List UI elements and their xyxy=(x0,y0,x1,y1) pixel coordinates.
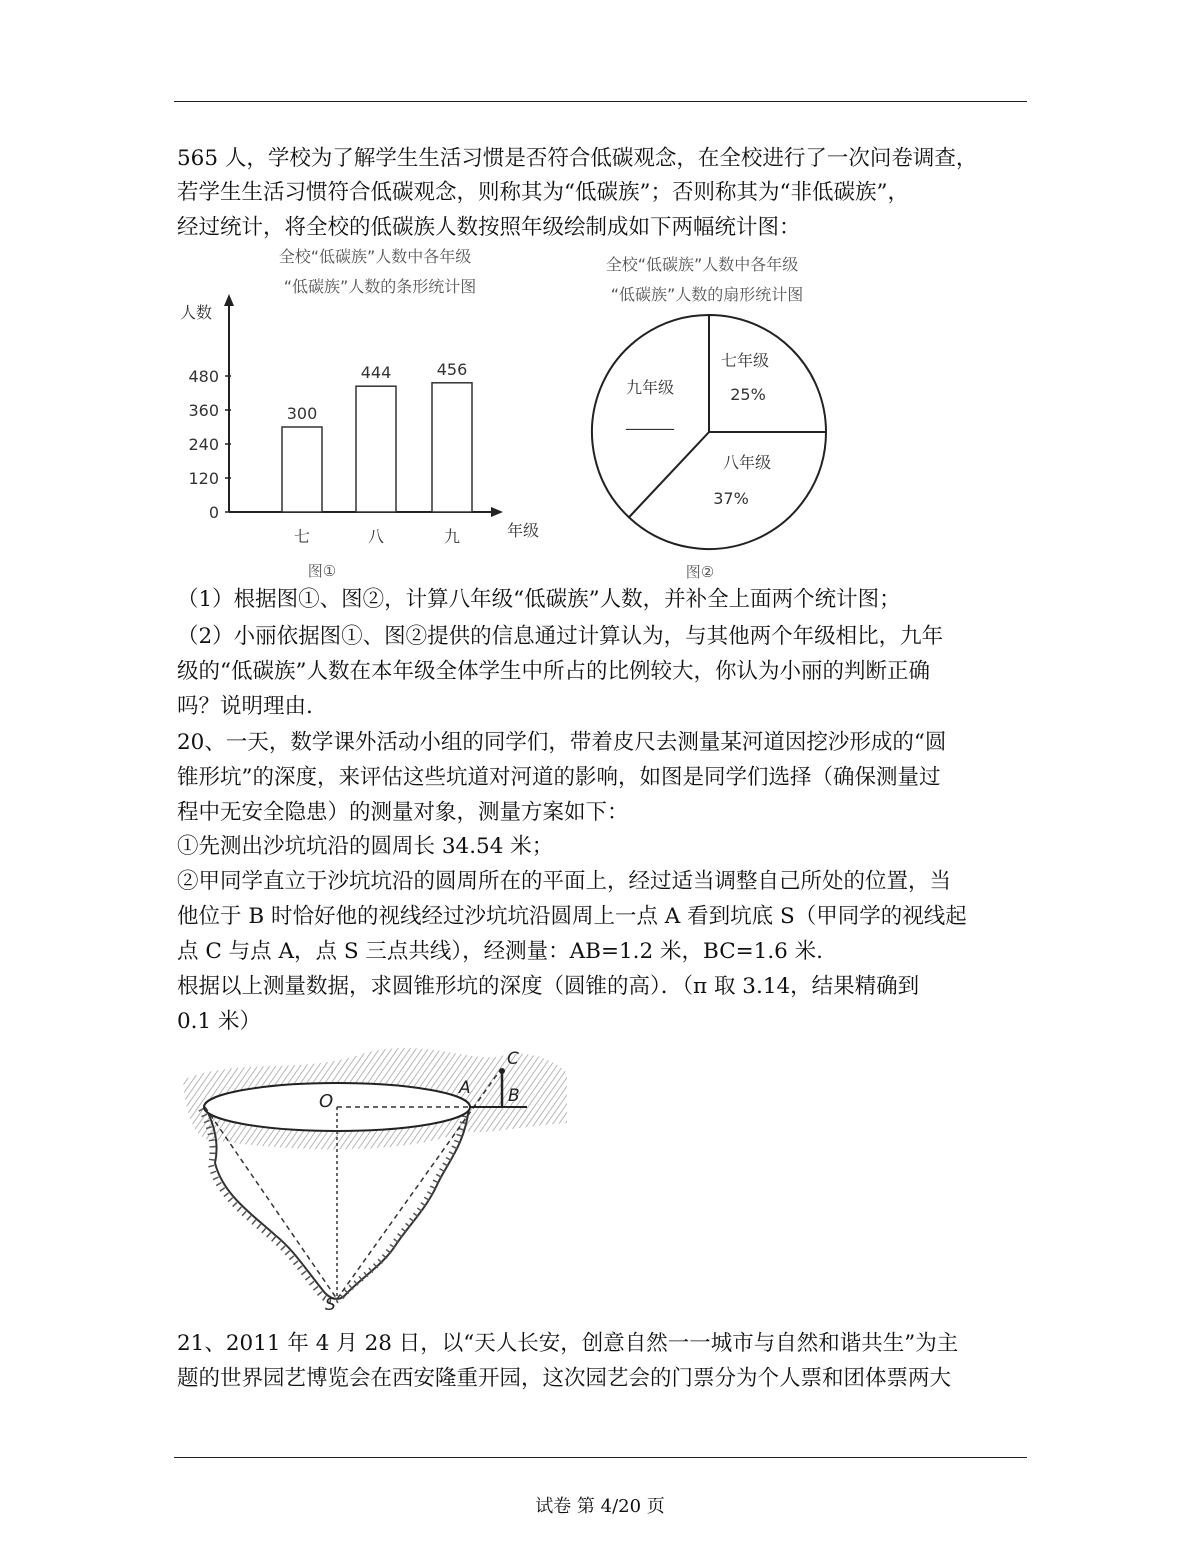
pie-slice xyxy=(709,315,826,432)
label-A: A xyxy=(459,1078,471,1098)
problem-line: ②甲同学直立于沙坑坑沿的圆周所在的平面上，经过适当调整自己所处的位置，当 xyxy=(177,869,952,894)
footer-rule xyxy=(174,1457,1027,1458)
intro-line: 若学生生活习惯符合低碳观念，则称其为“低碳族”；否则称其为“非低碳族”， xyxy=(177,180,909,205)
question-line: 吗？说明理由. xyxy=(177,694,313,719)
bar-chart xyxy=(170,240,570,585)
bar xyxy=(432,383,472,512)
y-tick-label: 480 xyxy=(188,367,219,386)
x-tick-label: 九 xyxy=(443,527,461,546)
y-axis-label: 人数 xyxy=(180,303,213,322)
y-tick-label: 120 xyxy=(188,469,219,488)
intro-line: 565 人，学校为了解学生生活习惯是否符合低碳观念，在全校进行了一次问卷调查， xyxy=(177,146,978,171)
problem-line: 点 C 与点 A，点 S 三点共线），经测量：AB=1.2 米，BC=1.6 米. xyxy=(177,939,824,964)
problem-line: 20、一天，数学课外活动小组的同学们，带着皮尺去测量某河道因挖沙形成的“圆 xyxy=(177,730,947,755)
pie-slice-name: 九年级 xyxy=(625,378,675,397)
problem-line: ①先测出沙坑坑沿的圆周长 34.54 米； xyxy=(177,834,554,859)
bar xyxy=(356,386,396,512)
x-tick-label: 七 xyxy=(293,527,311,546)
problem-line: 0.1 米） xyxy=(177,1009,262,1034)
bar-chart-subtitle: “低碳族”人数的条形统计图 xyxy=(283,277,477,296)
y-tick-label: 240 xyxy=(188,435,219,454)
pie-chart-title: 全校“低碳族”人数中各年级 xyxy=(605,255,799,274)
label-S: S xyxy=(325,1295,336,1315)
pie-chart xyxy=(580,248,840,588)
problem-line: 他位于 B 时恰好他的视线经过沙坑坑沿圆周上一点 A 看到坑底 S（甲同学的视线起 xyxy=(177,904,967,929)
header-rule xyxy=(174,101,1027,102)
problem-line: 根据以上测量数据，求圆锥形坑的深度（圆锥的高）．（π 取 3.14，结果精确到 xyxy=(177,974,920,999)
problem-line: 锥形坑”的深度，来评估这些坑道对河道的影响，如图是同学们选择（确保测量过 xyxy=(177,765,941,790)
bar-data-label: 444 xyxy=(360,363,392,383)
label-B: B xyxy=(508,1086,520,1106)
x-axis-label: 年级 xyxy=(507,521,540,540)
bar-chart-caption: 图① xyxy=(307,562,337,580)
pie-slice-label: 25% xyxy=(730,385,766,404)
bar-data-label: 300 xyxy=(286,404,318,423)
question-line: 级的“低碳族”人数在本年级全体学生中所占的比例较大，你认为小丽的判断正确 xyxy=(177,659,930,684)
person-head xyxy=(499,1068,505,1074)
y-tick-label: 0 xyxy=(208,503,219,522)
page-footer: 试卷 第 4/20 页 xyxy=(535,1496,665,1517)
pie-slice-name: 八年级 xyxy=(722,453,772,472)
label-C: C xyxy=(507,1049,519,1069)
pie-slice-name: 七年级 xyxy=(720,351,770,370)
pie-slice-label: 37% xyxy=(713,489,749,508)
bar-data-label: 456 xyxy=(436,359,468,379)
pie-slice-label: ______ xyxy=(626,411,674,430)
pie-chart-subtitle: “低碳族”人数的扇形统计图 xyxy=(610,285,804,304)
bar-chart-title: 全校“低碳族”人数中各年级 xyxy=(278,247,472,266)
problem-line: 程中无安全隐患）的测量对象，测量方案如下： xyxy=(177,800,629,825)
intro-line: 经过统计，将全校的低碳族人数按照年级绘制成如下两幅统计图： xyxy=(177,215,801,240)
question-line: （2）小丽依据图①、图②提供的信息通过计算认为，与其他两个年级相比，九年 xyxy=(177,624,944,649)
question-line: （1）根据图①、图②，计算八年级“低碳族”人数，并补全上面两个统计图； xyxy=(177,587,901,612)
x-tick-label: 八 xyxy=(367,527,385,546)
problem-line: 21、2011 年 4 月 28 日，以“天人长安，创意自然一一城市与自然和谐共生”为主 xyxy=(177,1331,959,1356)
x-axis-arrow xyxy=(491,507,503,517)
label-O: O xyxy=(319,1091,334,1112)
y-axis-arrow xyxy=(224,294,234,306)
cone-pit-figure xyxy=(175,1035,575,1315)
bar xyxy=(282,427,322,512)
problem-line: 题的世界园艺博览会在西安隆重开园，这次园艺会的门票分为个人票和团体票两大 xyxy=(177,1366,952,1391)
y-tick-label: 360 xyxy=(188,401,219,420)
pie-chart-caption: 图② xyxy=(685,563,715,581)
